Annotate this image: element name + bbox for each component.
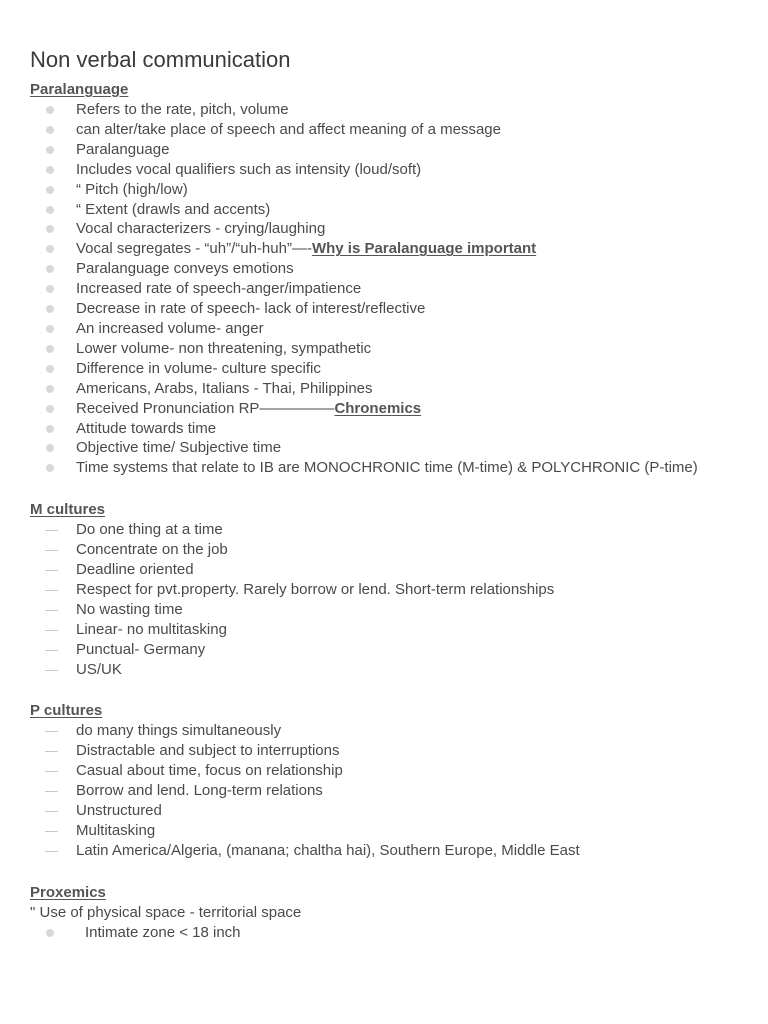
list-item: Attitude towards time: [30, 419, 730, 439]
list-item: Unstructured: [30, 801, 730, 821]
list-item: “ Extent (drawls and accents): [30, 200, 730, 220]
list-item: Linear- no multitasking: [30, 620, 730, 640]
list-item: Refers to the rate, pitch, volume: [30, 100, 730, 120]
list-item: Do one thing at a time: [30, 520, 730, 540]
list-item: An increased volume- anger: [30, 319, 730, 339]
note-page: [30, 46, 730, 943]
list-item: [30, 239, 730, 259]
list-item-text: Received Pronunciation RP—————: [76, 399, 335, 417]
list-item: US/UK: [30, 660, 730, 680]
list-item: Paralanguage: [30, 140, 730, 160]
list-item: “ Pitch (high/low): [30, 180, 730, 200]
chronemics-heading: Chronemics: [334, 399, 422, 417]
list-item: Time systems that relate to IB are MONOCHRONIC time (M-time) & POLYCHRONIC (P-time): [30, 458, 730, 478]
list-item: Borrow and lend. Long-term relations: [30, 781, 730, 801]
list-item: Distractable and subject to interruptions: [30, 741, 730, 761]
p-cultures-list: [30, 721, 730, 860]
why-paralanguage-important-heading: Why is Paralanguage important: [311, 240, 537, 258]
list-item: Paralanguage conveys emotions: [30, 259, 730, 279]
paralanguage-list: [30, 100, 730, 478]
list-item: Latin America/Algeria, (manana; chaltha hai), Southern Europe, Middle East: [30, 841, 730, 861]
list-item: Americans, Arabs, Italians - Thai, Philippines: [30, 379, 730, 399]
list-item: Casual about time, focus on relationship: [30, 761, 730, 781]
m-cultures-list: [30, 520, 730, 679]
list-item: can alter/take place of speech and affect meaning of a message: [30, 120, 730, 140]
list-item: Concentrate on the job: [30, 540, 730, 560]
note-title: Non verbal communication: [30, 47, 291, 72]
p-cultures-heading: P cultures: [30, 702, 103, 720]
list-item: Objective time/ Subjective time: [30, 438, 730, 458]
proxemics-heading: Proxemics: [30, 883, 106, 901]
list-item-text: Vocal segregates - “uh”/“uh-huh”—-: [76, 240, 312, 258]
list-item: [30, 399, 730, 419]
list-item: Punctual- Germany: [30, 640, 730, 660]
list-item: Decrease in rate of speech- lack of interest/reflective: [30, 299, 730, 319]
list-item: Multitasking: [30, 821, 730, 841]
proxemics-line: " Use of physical space - territorial space: [30, 903, 302, 921]
list-item: Includes vocal qualifiers such as intensity (loud/soft): [30, 160, 730, 180]
list-item: Intimate zone < 18 inch: [30, 923, 730, 943]
proxemics-list: [30, 923, 730, 943]
list-item: Deadline oriented: [30, 560, 730, 580]
m-cultures-heading: M cultures: [30, 501, 106, 519]
list-item: Difference in volume- culture specific: [30, 359, 730, 379]
paralanguage-heading: Paralanguage: [30, 81, 129, 98]
list-item: Increased rate of speech-anger/impatience: [30, 279, 730, 299]
list-item: No wasting time: [30, 600, 730, 620]
list-item: do many things simultaneously: [30, 721, 730, 741]
list-item: Vocal characterizers - crying/laughing: [30, 219, 730, 239]
list-item: Lower volume- non threatening, sympathetic: [30, 339, 730, 359]
list-item: Respect for pvt.property. Rarely borrow or lend. Short-term relationships: [30, 580, 730, 600]
